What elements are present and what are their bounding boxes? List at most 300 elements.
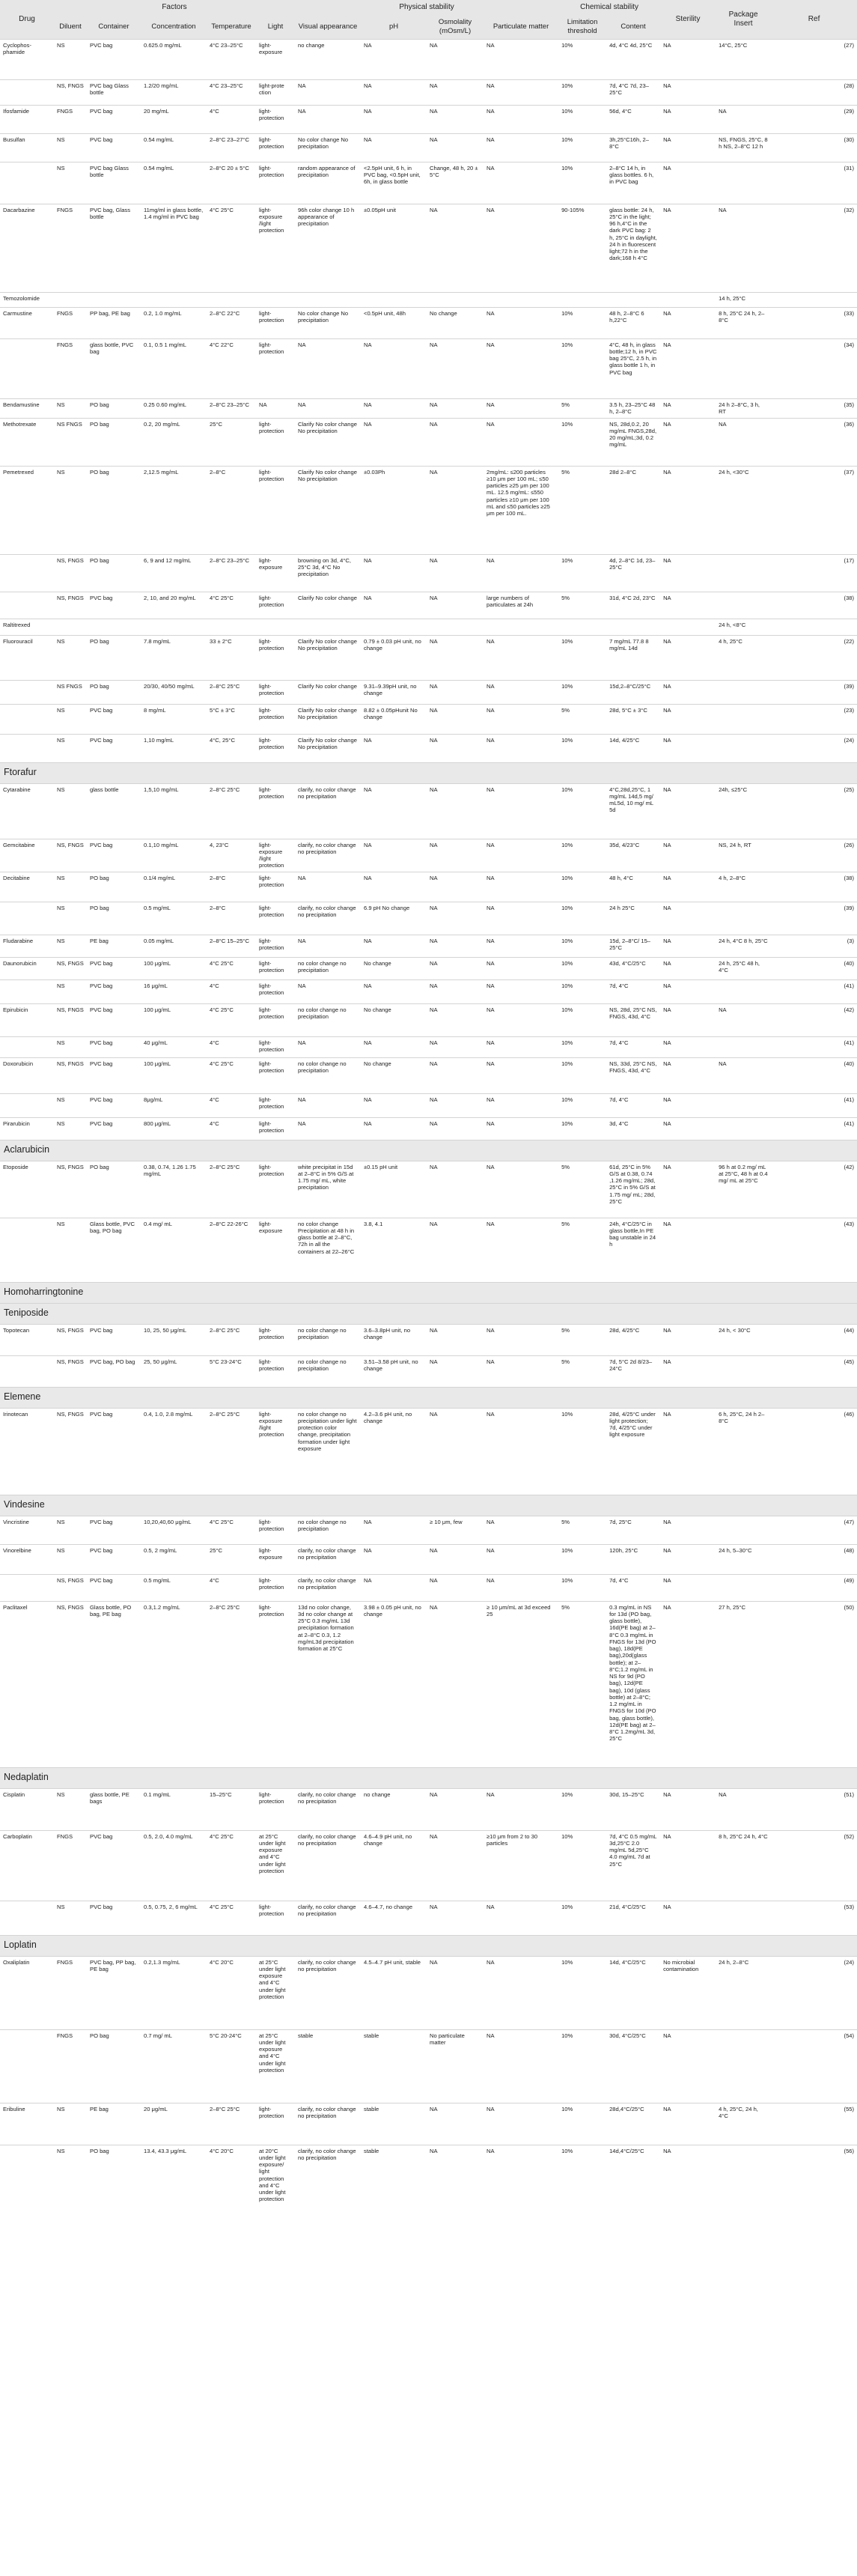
table-cell: NA [427, 1355, 484, 1387]
table-cell: NA [361, 133, 427, 162]
table-cell: at 25°C under light exposure and 4°C under light protection [256, 2029, 295, 2103]
table-cell: NA [295, 105, 361, 133]
table-cell: NS [54, 1218, 87, 1282]
drug-cell: Busulfan [0, 133, 54, 162]
table-cell [716, 704, 771, 734]
table-cell: PVC bag [87, 1057, 141, 1093]
table-cell: 5°C ± 3°C [207, 704, 256, 734]
table-cell: white precipitat in 15d at 2–8°C in 5% G/S at 1.75 mg/ mL, white precipitation [295, 1161, 361, 1218]
drug-cell [0, 680, 54, 704]
table-cell: light-protection [256, 1574, 295, 1601]
table-cell [716, 1117, 771, 1140]
table-cell: PVC bag [87, 1574, 141, 1601]
table-row [0, 979, 857, 1003]
table-cell: stable [295, 2029, 361, 2103]
table-cell: NS [54, 1516, 87, 1544]
ref-cell [771, 292, 857, 307]
table-cell: PVC bag [87, 979, 141, 1003]
table-cell: 7d, 4°C [606, 1574, 660, 1601]
table-cell: NA [660, 1516, 716, 1544]
table-cell: 10% [558, 783, 606, 839]
table-cell: 0.79 ± 0.03 pH unit, no change [361, 635, 427, 680]
drug-cell: Raltitrexed [0, 619, 54, 635]
ref-cell: (51) [771, 1788, 857, 1830]
table-cell: clarify, no color change no precipitation [295, 902, 361, 935]
table-cell: NA [484, 1161, 558, 1218]
table-cell: 13d no color change, 3d no color change at 25°C 0.3 mg/mL 13d precipitation formation at 2–8°C 0.3, 1.2 mg/mL3d precipitation formation at 25°C [295, 1601, 361, 1767]
table-cell: 3.5 h, 23–25°C 48 h, 2–8°C [606, 398, 660, 418]
table-cell: 24 h 2–8°C, 3 h, RT [716, 398, 771, 418]
table-row [0, 133, 857, 162]
table-cell: 4°C 25°C [207, 1830, 256, 1901]
table-row [0, 554, 857, 592]
drug-cell: Pirarubicin [0, 1117, 54, 1140]
table-cell: clarify, no color change no precipitation [295, 2145, 361, 2220]
table-cell: NA [427, 872, 484, 902]
table-cell: 2, 10, and 20 mg/mL [141, 592, 207, 619]
table-cell: PVC bag [87, 704, 141, 734]
table-row [0, 872, 857, 902]
table-cell: light-protection [256, 105, 295, 133]
table-cell: 8μg/mL [141, 1093, 207, 1117]
table-cell: 10% [558, 1956, 606, 2029]
table-cell: 6, 9 and 12 mg/mL [141, 554, 207, 592]
table-cell: 10% [558, 338, 606, 398]
ref-cell: (40) [771, 1057, 857, 1093]
table-cell: NA [660, 783, 716, 839]
section-row [0, 1935, 857, 1956]
table-cell: 24 h, <8°C [716, 619, 771, 635]
table-cell [716, 1574, 771, 1601]
table-cell: clarify, no color change no precipitation [295, 2103, 361, 2145]
table-cell: NA [716, 105, 771, 133]
table-cell: 5% [558, 1601, 606, 1767]
table-cell: NS, FNGS [54, 79, 87, 105]
drug-cell [0, 2145, 54, 2220]
table-cell [716, 1355, 771, 1387]
table-cell: NA [660, 1601, 716, 1767]
table-cell: 14d, 4/25°C [606, 734, 660, 762]
table-cell: Clarify No color change No precipitation [295, 635, 361, 680]
table-cell: 4 h, 25°C, 24 h, 4°C [716, 2103, 771, 2145]
table-cell: 8.82 ± 0.05pHunit No change [361, 704, 427, 734]
table-cell: light-protection [256, 1788, 295, 1830]
table-cell: 14d, 4°C/25°C [606, 1956, 660, 2029]
table-cell: NS [54, 1544, 87, 1574]
table-cell: 7d, 25°C [606, 1516, 660, 1544]
table-cell: 6.9 pH No change [361, 902, 427, 935]
table-row [0, 1057, 857, 1093]
ref-cell: (56) [771, 2145, 857, 2220]
drug-cell: Gemcitabine [0, 839, 54, 872]
table-row [0, 105, 857, 133]
table-cell: PVC bag [87, 1003, 141, 1036]
table-cell: 5% [558, 1324, 606, 1355]
table-row [0, 39, 857, 79]
table-cell: NS [54, 979, 87, 1003]
table-cell: 24 h, 25°C 48 h, 4°C [716, 957, 771, 979]
table-cell: NA [660, 398, 716, 418]
table-cell: PVC bag [87, 957, 141, 979]
table-cell: 4°C 23–25°C [207, 79, 256, 105]
table-cell: 5% [558, 466, 606, 554]
table-cell [207, 292, 256, 307]
table-cell: NA [660, 1901, 716, 1935]
table-row [0, 1093, 857, 1117]
table-cell: Clarify No color change [295, 592, 361, 619]
table-row [0, 1324, 857, 1355]
table-cell: random appearance of precipitation [295, 162, 361, 204]
table-cell [716, 2145, 771, 2220]
table-cell: NA [427, 2103, 484, 2145]
table-cell: light-prote ction [256, 79, 295, 105]
table-cell: NS, FNGS [54, 1574, 87, 1601]
table-cell: NA [484, 957, 558, 979]
table-cell: 30d, 15–25°C [606, 1788, 660, 1830]
header-drug: Drug [0, 0, 54, 39]
table-cell: NA [484, 1544, 558, 1574]
section-row [0, 1387, 857, 1408]
table-cell [207, 619, 256, 635]
drug-cell [0, 1036, 54, 1057]
ref-cell: (34) [771, 338, 857, 398]
drug-cell: Vincristine [0, 1516, 54, 1544]
table-cell: NA [484, 839, 558, 872]
table-cell: 7d, 4°C 7d, 23–25°C [606, 79, 660, 105]
table-cell [141, 619, 207, 635]
table-cell: 10% [558, 1574, 606, 1601]
table-cell: PVC bag [87, 105, 141, 133]
table-cell: light-protection [256, 734, 295, 762]
table-cell: 20/30, 40/50 mg/mL [141, 680, 207, 704]
table-cell: FNGS [54, 307, 87, 338]
table-cell [54, 292, 87, 307]
table-cell: 2–8°C 23–27°C [207, 133, 256, 162]
table-cell: NA [427, 1544, 484, 1574]
table-cell: 1.2/20 mg/mL [141, 79, 207, 105]
table-row [0, 935, 857, 957]
table-cell: NA [295, 1093, 361, 1117]
table-cell: light-protection [256, 935, 295, 957]
table-cell: NA [295, 935, 361, 957]
table-cell: 14 h, 25°C [716, 292, 771, 307]
ref-cell: (30) [771, 133, 857, 162]
table-cell: ≥ 10 μm/mL at 3d exceed 25 [484, 1601, 558, 1767]
table-cell: NS, 24 h, RT [716, 839, 771, 872]
table-cell: NS, FNGS [54, 1324, 87, 1355]
drug-cell: Decitabine [0, 872, 54, 902]
table-cell [660, 292, 716, 307]
table-cell: NA [427, 204, 484, 292]
table-cell: NA [361, 1093, 427, 1117]
table-cell: NS [54, 466, 87, 554]
table-row [0, 1218, 857, 1282]
table-cell: NA [660, 902, 716, 935]
table-cell: 24 h 25°C [606, 902, 660, 935]
table-cell: NS FNGS [54, 418, 87, 466]
table-cell: NS, 33d, 25°C NS, FNGS, 43d, 4°C [606, 1057, 660, 1093]
table-row [0, 957, 857, 979]
table-cell: light-protection [256, 680, 295, 704]
table-cell: 24h, 4°C/25°C in glass bottle,In PE bag unstable in 24 h [606, 1218, 660, 1282]
drug-cell: Carboplatin [0, 1830, 54, 1901]
table-cell: no color change no precipitation [295, 1057, 361, 1093]
ref-cell: (54) [771, 2029, 857, 2103]
table-row [0, 619, 857, 635]
table-cell: 10% [558, 635, 606, 680]
table-row [0, 1036, 857, 1057]
table-cell: NA [716, 204, 771, 292]
ref-cell: (42) [771, 1003, 857, 1036]
table-cell [716, 79, 771, 105]
table-cell: PO bag [87, 680, 141, 704]
table-cell: NA [427, 1601, 484, 1767]
table-cell: 10% [558, 1093, 606, 1117]
table-cell: NA [427, 1901, 484, 1935]
table-cell: light-protection [256, 979, 295, 1003]
table-cell: 5% [558, 704, 606, 734]
table-cell: NS [54, 162, 87, 204]
ref-cell: (27) [771, 39, 857, 79]
table-cell: No color change No precipitation [295, 307, 361, 338]
table-cell: NS, FNGS [54, 957, 87, 979]
table-cell: NA [660, 680, 716, 704]
table-cell: no color change no precipitation [295, 1355, 361, 1387]
table-cell: NA [660, 1544, 716, 1574]
drug-cell [0, 1355, 54, 1387]
drug-cell: Vinorelbine [0, 1544, 54, 1574]
table-cell: 5% [558, 1218, 606, 1282]
table-cell: PO bag [87, 635, 141, 680]
table-cell: NS [54, 2145, 87, 2220]
table-cell: NS [54, 935, 87, 957]
table-cell: Glass bottle, PVC bag, PO bag [87, 1218, 141, 1282]
table-cell: 28d 2–8°C [606, 466, 660, 554]
table-cell: 25, 50 μg/mL [141, 1355, 207, 1387]
table-cell: PVC bag [87, 1117, 141, 1140]
table-row [0, 902, 857, 935]
table-cell: NA [484, 902, 558, 935]
table-cell: 4 h, 2–8°C [716, 872, 771, 902]
table-cell: 15–25°C [207, 1788, 256, 1830]
table-cell: 1,5,10 mg/mL [141, 783, 207, 839]
table-cell: 13.4, 43.3 μg/mL [141, 2145, 207, 2220]
table-cell: 4°C [207, 979, 256, 1003]
drug-cell: Oxaliplatin [0, 1956, 54, 2029]
table-cell: 4°C 20°C [207, 1956, 256, 2029]
table-cell: NA [295, 872, 361, 902]
table-cell: no change [361, 1788, 427, 1830]
table-cell: 5% [558, 1161, 606, 1218]
table-cell: 0.25 0.60 mg/mL [141, 398, 207, 418]
table-cell: NA [660, 39, 716, 79]
table-cell: NA [484, 1057, 558, 1093]
table-cell [716, 680, 771, 704]
table-cell: light-protection [256, 1161, 295, 1218]
table-cell: glass bottle: 24 h, 25°C in the light; 96 h,4°C in the dark PVC bag: 2 h, 25°C in daylight, 24 h in fluorescent light;72 h in the dark;168 h 4°C [606, 204, 660, 292]
table-cell: PVC bag [87, 1324, 141, 1355]
table-cell: NA [660, 635, 716, 680]
table-cell: Clarify No color change No precipitation [295, 704, 361, 734]
table-cell: NS [54, 1901, 87, 1935]
table-cell: 5% [558, 592, 606, 619]
table-cell: light-protection [256, 902, 295, 935]
table-cell: NA [484, 1408, 558, 1495]
table-row [0, 1830, 857, 1901]
table-cell: NA [716, 1057, 771, 1093]
table-cell: NA [484, 1003, 558, 1036]
table-cell [660, 619, 716, 635]
table-cell: NA [484, 1324, 558, 1355]
table-cell: 0.1,10 mg/mL [141, 839, 207, 872]
table-cell: NA [660, 1408, 716, 1495]
drug-cell: Daunorubicin [0, 957, 54, 979]
table-cell: NA [427, 133, 484, 162]
table-cell: PO bag [87, 872, 141, 902]
table-cell: 10% [558, 1544, 606, 1574]
table-cell: 2mg/mL: ≤200 particles ≥10 μm per 100 mL; ≤50 particles ≥25 μm per 100 mL. 12.5 mg/mL: ≤550 particles ≥10 μm per 100 mL and ≤50 particles ≥25 μm per 100 mL. [484, 466, 558, 554]
table-cell: NA [427, 1093, 484, 1117]
ref-cell: (52) [771, 1830, 857, 1901]
table-cell: 4°C 25°C [207, 1516, 256, 1544]
table-cell [716, 1516, 771, 1544]
table-cell: 0.2,1.3 mg/mL [141, 1956, 207, 2029]
table-cell: 2–8°C 25°C [207, 1324, 256, 1355]
table-cell: NA [660, 133, 716, 162]
table-cell: 10% [558, 1830, 606, 1901]
ref-cell: (41) [771, 979, 857, 1003]
table-cell: 7d, 4°C [606, 1036, 660, 1057]
table-cell: 2–8°C 25°C [207, 2103, 256, 2145]
table-cell: no color change no precipitation under light protection color change, precipitation formation under light exposure [295, 1408, 361, 1495]
table-cell [558, 292, 606, 307]
table-cell: at 25°C under light exposure and 4°C under light protection [256, 1830, 295, 1901]
table-cell: 15d, 2–8°C/ 15–25°C [606, 935, 660, 957]
table-cell: NA [484, 398, 558, 418]
drug-cell: Irinotecan [0, 1408, 54, 1495]
table-row [0, 680, 857, 704]
drug-cell: Paclitaxel [0, 1601, 54, 1767]
drug-cell: Eribuline [0, 2103, 54, 2145]
table-cell: no color change no precipitation [295, 957, 361, 979]
ref-cell: (47) [771, 1516, 857, 1544]
table-cell: 10% [558, 872, 606, 902]
ref-cell: (35) [771, 398, 857, 418]
table-row [0, 338, 857, 398]
header-ph: pH [361, 15, 427, 39]
table-cell: NA [484, 1218, 558, 1282]
table-cell: <2.5pH unit, 6 h, in PVC bag, <0.5pH unit, 6h, in glass bottle [361, 162, 427, 204]
table-cell: NS, FNGS [54, 839, 87, 872]
header-concentration: Concentration [141, 15, 207, 39]
table-cell: PVC bag, Glass bottle [87, 204, 141, 292]
table-cell: clarify, no color change no precipitation [295, 1830, 361, 1901]
table-cell: 10% [558, 1003, 606, 1036]
table-cell: 3d, 4°C [606, 1117, 660, 1140]
table-cell: NA [660, 979, 716, 1003]
table-row [0, 734, 857, 762]
table-cell: 21d, 4°C/25°C [606, 1901, 660, 1935]
section-row [0, 1303, 857, 1324]
table-cell: light-protection [256, 1324, 295, 1355]
table-cell: NS [54, 1788, 87, 1830]
table-cell [87, 292, 141, 307]
table-cell: NS [54, 783, 87, 839]
table-cell: 2–8°C 25°C [207, 1161, 256, 1218]
table-cell: NA [660, 1057, 716, 1093]
table-row [0, 2103, 857, 2145]
ref-cell: (43) [771, 1218, 857, 1282]
table-cell: NS FNGS [54, 680, 87, 704]
header-limitation-threshold: Limitation threshold [558, 15, 606, 39]
drug-cell: Cyclophos-phamide [0, 39, 54, 79]
ref-cell: (41) [771, 1117, 857, 1140]
table-cell: 10% [558, 839, 606, 872]
table-row [0, 783, 857, 839]
table-cell: Clarify No color change [295, 680, 361, 704]
table-cell: PO bag [87, 466, 141, 554]
table-row [0, 1161, 857, 1218]
table-cell: NA [484, 635, 558, 680]
table-cell: NA [660, 466, 716, 554]
table-cell: light-protection [256, 466, 295, 554]
table-cell: NA [427, 1161, 484, 1218]
ref-cell: (32) [771, 204, 857, 292]
table-cell: light-protection [256, 133, 295, 162]
table-cell: 0.3,1.2 mg/mL [141, 1601, 207, 1767]
header-content: Content [606, 15, 660, 39]
table-cell: NA [427, 39, 484, 79]
table-cell: 10% [558, 957, 606, 979]
table-cell: NA [660, 2029, 716, 2103]
header-physical-stability: Physical stability [295, 0, 558, 15]
table-cell: NA [660, 1218, 716, 1282]
table-cell: 4, 23°C [207, 839, 256, 872]
table-cell: ≥ 10 μm, few [427, 1516, 484, 1544]
table-cell: Glass bottle, PO bag, PE bag [87, 1601, 141, 1767]
table-cell [558, 619, 606, 635]
ref-cell: (38) [771, 872, 857, 902]
section-row [0, 1495, 857, 1516]
table-cell: 43d, 4°C/25°C [606, 957, 660, 979]
table-cell: NS [54, 902, 87, 935]
table-cell: PE bag [87, 2103, 141, 2145]
table-row [0, 1408, 857, 1495]
table-cell: No change [361, 1057, 427, 1093]
table-cell: NA [660, 957, 716, 979]
table-cell: 90-105% [558, 204, 606, 292]
table-cell: no color change no precipitation [295, 1324, 361, 1355]
table-cell: PVC bag [87, 133, 141, 162]
table-cell: light-exposure [256, 1544, 295, 1574]
table-cell: light-protection [256, 1093, 295, 1117]
table-cell [427, 619, 484, 635]
table-row [0, 466, 857, 554]
table-cell [716, 1901, 771, 1935]
table-cell: 5% [558, 398, 606, 418]
table-cell: No change [361, 1003, 427, 1036]
table-row [0, 1003, 857, 1036]
table-cell: 10,20,40,60 μg/mL [141, 1516, 207, 1544]
table-header [0, 0, 857, 39]
section-label: Loplatin [0, 1935, 857, 1956]
ref-cell: (3) [771, 935, 857, 957]
table-cell: 30d, 4°C/25°C [606, 2029, 660, 2103]
table-cell: no change [295, 39, 361, 79]
drug-cell: Cisplatin [0, 1788, 54, 1830]
table-cell: NA [484, 1355, 558, 1387]
table-cell: 4°C 25°C [207, 957, 256, 979]
